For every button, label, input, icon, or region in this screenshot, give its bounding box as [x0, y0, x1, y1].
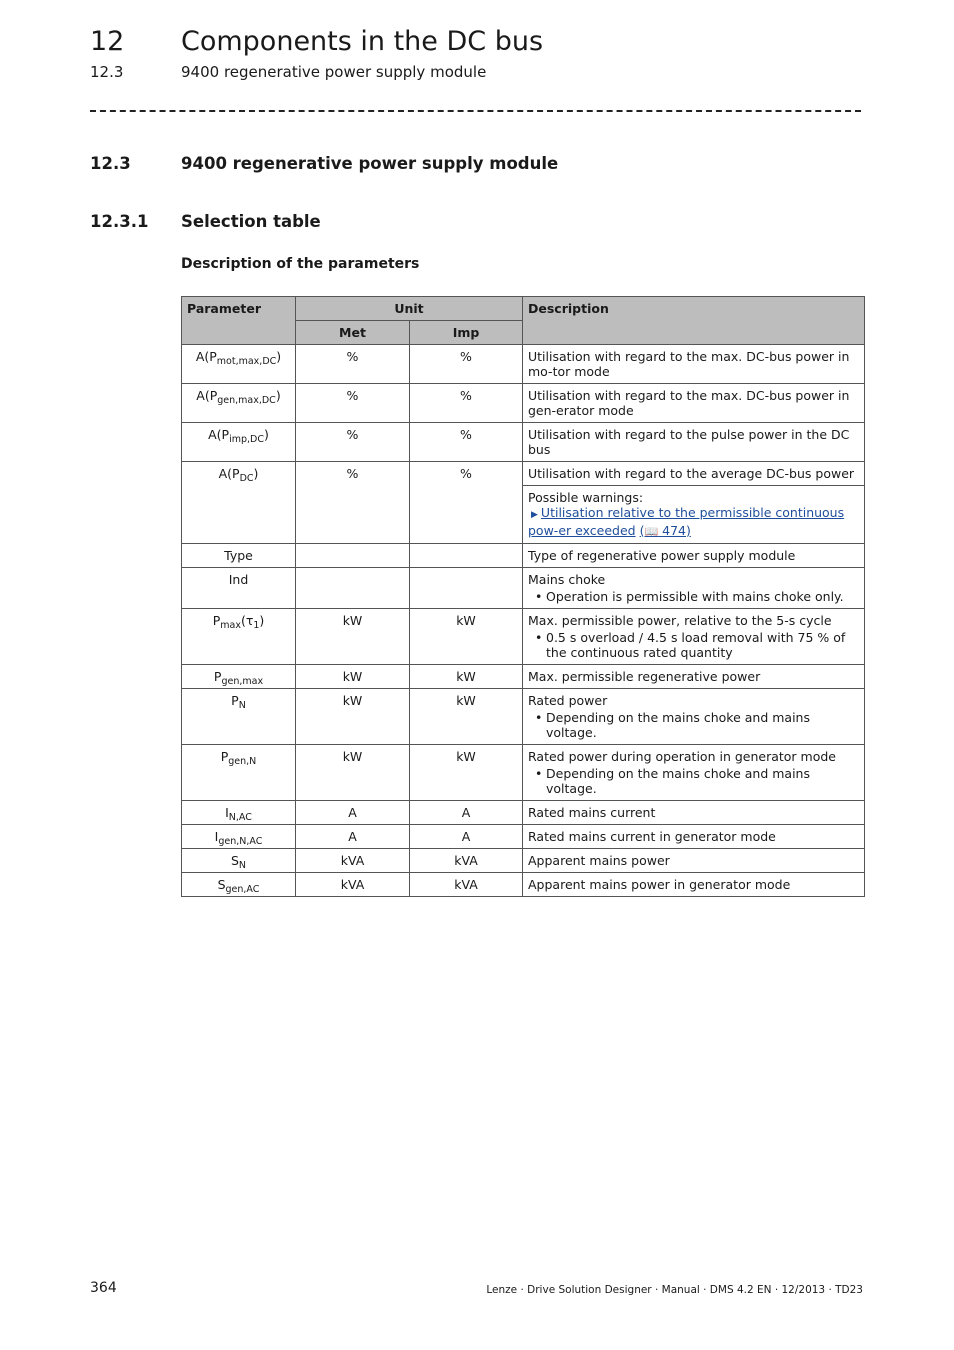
header-unit: Unit [296, 297, 523, 321]
imp-cell: kW [410, 609, 523, 665]
description-cell: Mains choke • Operation is permissible with mains choke only. [523, 568, 865, 609]
arrow-right-icon: ▶ [531, 510, 538, 520]
description-cell: Apparent mains power [523, 849, 865, 873]
table-row [182, 873, 865, 897]
table-row [182, 665, 865, 689]
imp-cell: kW [410, 745, 523, 801]
description-cell: Utilisation with regard to the max. DC-bus power in mo-tor mode [523, 345, 865, 384]
description-cell: Rated power during operation in generator mode • Depending on the mains choke and mains voltage. [523, 745, 865, 801]
table-row [182, 825, 865, 849]
table-row [182, 423, 865, 462]
page-number: 364 [90, 1280, 117, 1296]
param-cell: $A(P_{DC})$ [182, 462, 296, 544]
description-cell: Max. permissible power, relative to the 5-s cycle • 0.5 s overload / 4.5 s load removal with 75 % of the continuous rated quantity [523, 609, 865, 665]
table-row [182, 345, 865, 384]
met-cell: kW [296, 665, 410, 689]
met-cell: kVA [296, 873, 410, 897]
chapter-title: Components in the DC bus [181, 26, 544, 57]
table-row [182, 609, 865, 665]
imp-cell: % [410, 462, 523, 544]
subsection-title: Selection table [181, 212, 321, 231]
param-cell: $P_N$ [182, 689, 296, 745]
imp-cell: kVA [410, 873, 523, 897]
section-title: 9400 regenerative power supply module [181, 154, 559, 173]
bullet-item: • 0.5 s overload / 4.5 s load removal with 75 % of the continuous rated quantity [546, 630, 859, 660]
met-cell: kW [296, 689, 410, 745]
met-cell: kW [296, 745, 410, 801]
page-reference[interactable]: (📖 474) [639, 523, 691, 538]
met-cell [296, 568, 410, 609]
header-met: Met [296, 321, 410, 345]
imp-cell: A [410, 825, 523, 849]
param-cell: $I_{gen,N,AC}$ [182, 825, 296, 849]
met-cell: A [296, 801, 410, 825]
description-cell: Rated mains current in generator mode [523, 825, 865, 849]
description-cell: Type of regenerative power supply module [523, 544, 865, 568]
met-cell: A [296, 825, 410, 849]
bullet-item: • Depending on the mains choke and mains voltage. [546, 710, 859, 740]
table-row [182, 745, 865, 801]
table-row [182, 849, 865, 873]
warnings-label: Possible warnings: [528, 490, 644, 505]
imp-cell: kW [410, 665, 523, 689]
imp-cell: % [410, 423, 523, 462]
met-cell: % [296, 423, 410, 462]
met-cell: % [296, 384, 410, 423]
param-cell: Ind [182, 568, 296, 609]
table-row [182, 384, 865, 423]
header-divider [90, 110, 861, 112]
imp-cell: % [410, 345, 523, 384]
description-cell: Utilisation with regard to the pulse power in the DC bus [523, 423, 865, 462]
imp-cell: kVA [410, 849, 523, 873]
warning-entry [528, 505, 859, 539]
table-caption: Description of the parameters [181, 256, 420, 272]
book-icon: 📖 [644, 525, 659, 538]
imp-cell: kW [410, 689, 523, 745]
imp-cell: % [410, 384, 523, 423]
running-section-title: 9400 regenerative power supply module [181, 63, 487, 81]
param-cell: $P_{gen,max}$ [182, 665, 296, 689]
met-cell: % [296, 345, 410, 384]
param-cell: $A(P_{mot,max,DC})$ [182, 345, 296, 384]
met-cell: kVA [296, 849, 410, 873]
param-cell: $S_N$ [182, 849, 296, 873]
description-cell: Rated power • Depending on the mains choke and mains voltage. [523, 689, 865, 745]
warnings-cell [523, 486, 865, 544]
warning-link[interactable]: Utilisation relative to the permissible continuous pow-er exceeded [528, 505, 845, 538]
footer-text: Lenze · Drive Solution Designer · Manual · DMS 4.2 EN · 12/2013 · TD23 [486, 1284, 863, 1296]
table-row [182, 568, 865, 609]
parameter-table [181, 296, 865, 897]
met-cell: kW [296, 609, 410, 665]
param-cell: $A(P_{gen,max,DC})$ [182, 384, 296, 423]
imp-cell [410, 544, 523, 568]
bullet-item: • Operation is permissible with mains choke only. [546, 589, 859, 604]
imp-cell: A [410, 801, 523, 825]
section-number: 12.3 [90, 154, 131, 173]
param-cell: $P_{max}(\tau_1)$ [182, 609, 296, 665]
description-cell: Utilisation with regard to the average DC-bus power [523, 462, 865, 486]
table-row [182, 689, 865, 745]
description-cell: Utilisation with regard to the max. DC-bus power in gen-erator mode [523, 384, 865, 423]
met-cell [296, 544, 410, 568]
subsection-number: 12.3.1 [90, 212, 149, 231]
param-cell: $S_{gen,AC}$ [182, 873, 296, 897]
table-row [182, 544, 865, 568]
description-cell: Max. permissible regenerative power [523, 665, 865, 689]
imp-cell [410, 568, 523, 609]
param-cell: $I_{N,AC}$ [182, 801, 296, 825]
param-cell: Type [182, 544, 296, 568]
table-row [182, 801, 865, 825]
param-cell: $A(P_{imp,DC})$ [182, 423, 296, 462]
chapter-number: 12 [90, 26, 125, 57]
description-cell: Apparent mains power in generator mode [523, 873, 865, 897]
header-imp: Imp [410, 321, 523, 345]
header-description: Description [523, 297, 865, 345]
bullet-item: • Depending on the mains choke and mains voltage. [546, 766, 859, 796]
met-cell: % [296, 462, 410, 544]
running-section-number: 12.3 [90, 63, 124, 81]
table-row [182, 462, 865, 486]
param-cell: $P_{gen,N}$ [182, 745, 296, 801]
header-parameter: Parameter [182, 297, 296, 345]
description-cell: Rated mains current [523, 801, 865, 825]
